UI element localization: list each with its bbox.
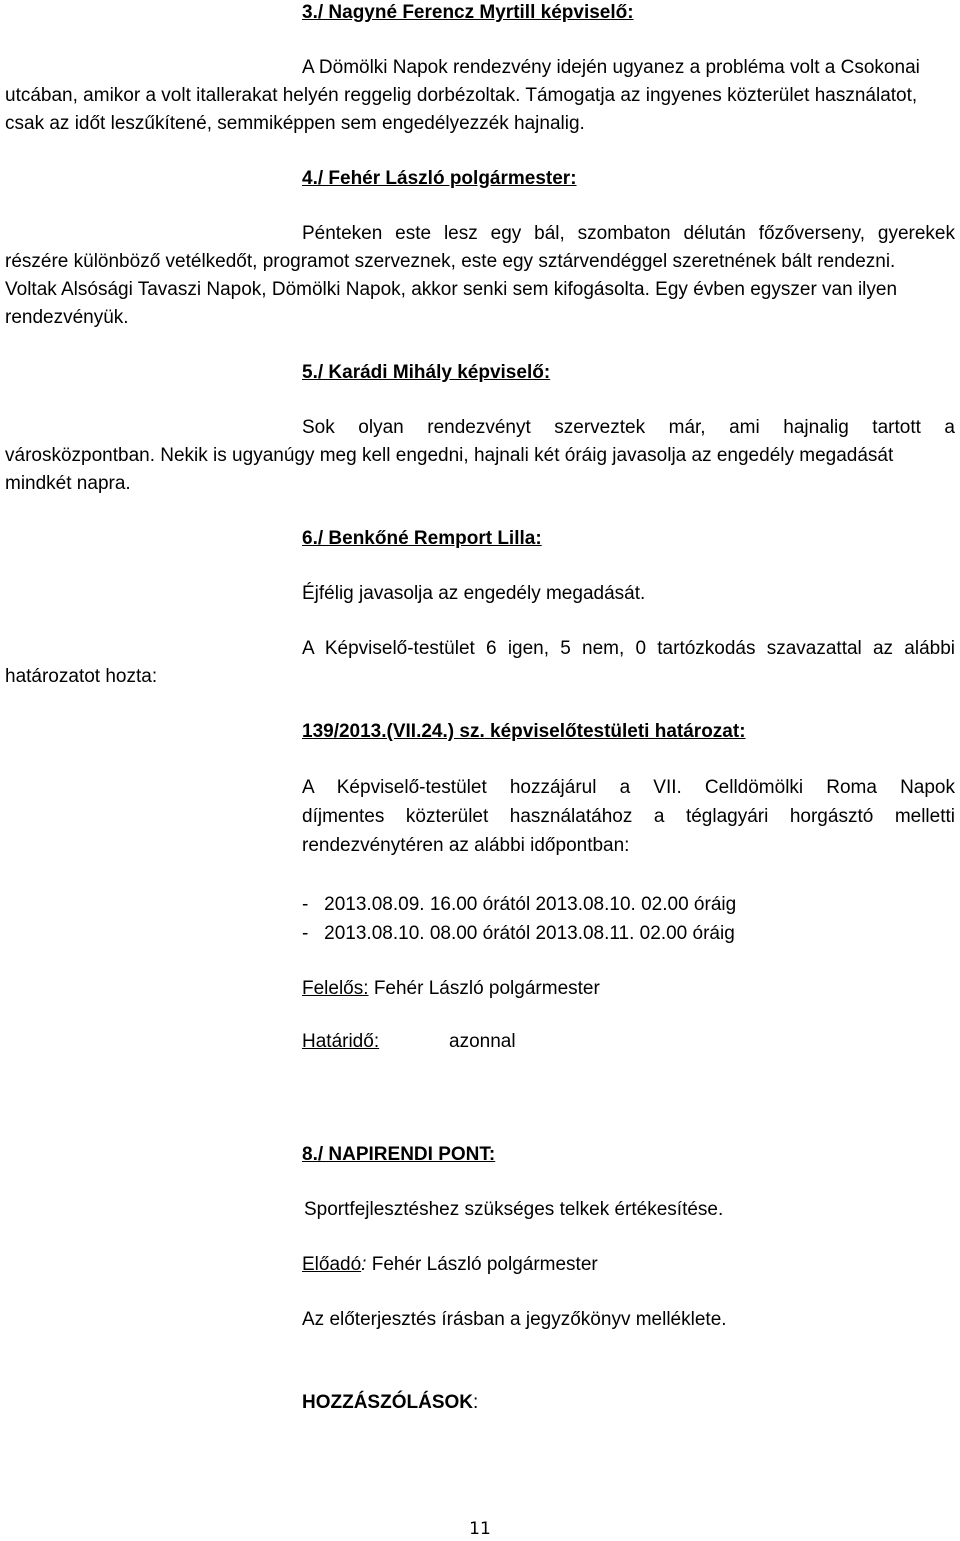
eloado-label: Előadó: [302, 1254, 362, 1275]
felelos-label: Felelős:: [302, 978, 369, 999]
section-3-heading: 3./ Nagyné Ferencz Myrtill képviselő:: [302, 2, 634, 23]
section-5-line-2: városközpontban. Nekik is ugyanúgy meg kell engedni, hajnali két óráig javasolja az engedély megadását: [5, 445, 894, 466]
section-3-line-3: csak az időt leszűkítené, semmiképpen sem engedélyezzék hajnalig.: [5, 113, 585, 134]
resolution-heading: [302, 720, 746, 744]
hatarido-label: Határidő:: [302, 1031, 380, 1052]
section-4-heading: 4./ Fehér László polgármester:: [302, 168, 577, 189]
section-6-heading: 6./ Benkőné Remport Lilla:: [302, 528, 542, 549]
resolution-number: 139/2013.(VII.24.) sz.: [302, 721, 485, 742]
vote-continuation: határozatot hozta:: [5, 666, 158, 687]
comments-heading: [302, 1391, 478, 1415]
resolution-date-2: - 2013.08.10. 08.00 órától 2013.08.11. 02.00 óráig: [302, 923, 735, 944]
section-3-line-1: A Dömölki Napok rendezvény idején ugyanez a probléma volt a Csokonai: [302, 57, 920, 78]
section-5-heading: 5./ Karádi Mihály képviselő:: [302, 362, 551, 383]
comments-colon: :: [473, 1392, 479, 1413]
eloado-row: [302, 1253, 598, 1277]
section-4-line-2: részére különböző vetélkedőt, programot szerveznek, este egy sztárvendéggel szeretnének bált rendezni.: [5, 251, 896, 272]
eloado-value: Fehér László polgármester: [366, 1254, 598, 1275]
hatarido-value: azonnal: [449, 1031, 516, 1052]
page-number: 11: [469, 1519, 491, 1539]
section-8-heading: 8./ NAPIRENDI PONT:: [302, 1144, 496, 1165]
section-8-attachment: Az előterjesztés írásban a jegyzőkönyv melléklete.: [302, 1309, 727, 1330]
section-6-line: Éjfélig javasolja az engedély megadását.: [302, 583, 646, 604]
comments-label: HOZZÁSZÓLÁSOK: [302, 1392, 473, 1413]
resolution-title: képviselőtestületi határozat:: [490, 721, 746, 742]
felelos-value: Fehér László polgármester: [373, 978, 600, 999]
section-5-line-1: Sok olyan rendezvényt szerveztek már, ami hajnalig tartott a: [302, 417, 955, 438]
section-4-line-4: rendezvényük.: [5, 307, 129, 328]
resolution-line-3: rendezvénytéren az alábbi időpontban:: [302, 835, 630, 856]
section-8-topic: Sportfejlesztéshez szükséges telkek értékesítése.: [304, 1199, 724, 1220]
resolution-date-1: - 2013.08.09. 16.00 órától 2013.08.10. 02.00 óráig: [302, 894, 737, 915]
resolution-line-1: A Képviselő-testület hozzájárul a VII. Celldömölki Roma Napok: [302, 777, 955, 798]
section-4-line-1: Pénteken este lesz egy bál, szombaton délután főzőverseny, gyerekek: [302, 223, 955, 244]
resolution-line-2: díjmentes közterület használatához a téglagyári horgásztó melletti: [302, 806, 955, 827]
section-4-line-3: Voltak Alsósági Tavaszi Napok, Dömölki Napok, akkor senki sem kifogásolta. Egy évben egyszer van ilyen: [5, 279, 898, 300]
felelos-row: [302, 977, 600, 1001]
hatarido-row: [302, 1030, 379, 1054]
section-3-line-2: utcában, amikor a volt itallerakat helyén reggelig dorbézoltak. Támogatja az ingyenes közterület használatot,: [5, 85, 918, 106]
eloado-colon: :: [361, 1254, 367, 1275]
section-5-line-3: mindkét napra.: [5, 473, 131, 494]
vote-line: A Képviselő-testület 6 igen, 5 nem, 0 tartózkodás szavazattal az alábbi: [302, 638, 955, 659]
